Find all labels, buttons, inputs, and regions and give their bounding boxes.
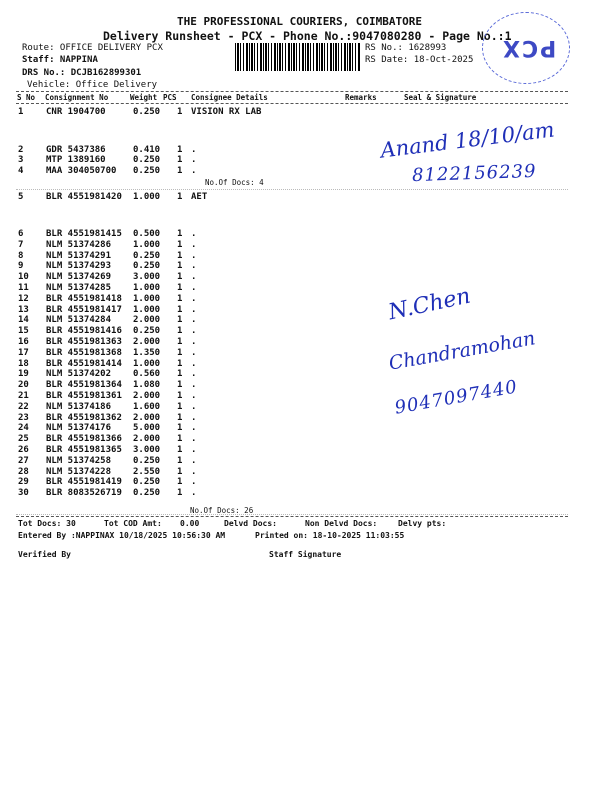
- row-pcs: 1: [177, 229, 183, 239]
- company-title: THE PROFESSIONAL COURIERS, COIMBATORE: [177, 15, 423, 28]
- printed-on: Printed on: 18-10-2025 11:03:55: [255, 531, 405, 540]
- row-pcs: 1: [177, 155, 183, 165]
- row-sno: 4: [18, 166, 24, 176]
- row-weight: 1.600: [133, 401, 161, 412]
- row-sno: 14: [18, 315, 29, 326]
- row-consignee: VISION RX LAB: [191, 107, 262, 117]
- row-consignment-no: BLR 4551981420: [46, 192, 122, 202]
- row-weight: 2.000: [133, 412, 161, 423]
- row-sno: 6: [18, 229, 24, 239]
- row-pcs: 1: [177, 412, 183, 423]
- row-pcs: 1: [177, 192, 183, 202]
- row-consignment-no: CNR 1904700: [46, 107, 106, 117]
- row-sno: 17: [18, 347, 29, 358]
- row-pcs: 1: [177, 283, 183, 293]
- row-pcs: 1: [177, 466, 183, 477]
- row-sno: 26: [18, 445, 29, 455]
- row-pcs: 1: [177, 455, 183, 466]
- row-pcs: 1: [177, 445, 183, 455]
- row-consignee: .: [191, 250, 197, 261]
- row-consignee: AET: [191, 192, 208, 202]
- row-consignment-no: BLR 4551981362: [46, 412, 122, 423]
- row-pcs: 1: [177, 380, 183, 391]
- col-weight: Weight: [130, 93, 158, 102]
- row-sno: 11: [18, 283, 29, 293]
- row-weight: 1.350: [133, 347, 161, 358]
- row-weight: 0.250: [133, 326, 161, 337]
- row-pcs: 1: [177, 423, 183, 434]
- row-consignment-no: BLR 4551981366: [46, 434, 122, 445]
- col-sno: S No: [17, 93, 36, 102]
- row-consignment-no: BLR 4551981417: [46, 304, 122, 315]
- row-consignee: .: [191, 391, 197, 401]
- row-pcs: 1: [177, 391, 183, 401]
- row-sno: 13: [18, 304, 29, 315]
- row-consignment-no: BLR 8083526719: [46, 488, 122, 499]
- row-consignee: .: [191, 283, 197, 293]
- row-weight: 2.550: [133, 466, 161, 477]
- row-sno: 7: [18, 239, 24, 250]
- row-consignment-no: NLM 51374176: [46, 423, 112, 434]
- row-consignee: .: [191, 423, 197, 434]
- row-consignment-no: BLR 4551981361: [46, 391, 122, 401]
- row-pcs: 1: [177, 145, 183, 155]
- row-weight: 0.250: [133, 107, 161, 117]
- row-consignment-no: BLR 4551981416: [46, 326, 122, 337]
- verified-by: Verified By: [18, 550, 71, 559]
- row-consignee: .: [191, 239, 197, 250]
- staff-label: Staff: NAPPINA: [22, 55, 98, 65]
- pcx-stamp: [482, 12, 570, 84]
- row-weight: 0.560: [133, 369, 161, 380]
- header-divider-bottom: [16, 103, 568, 104]
- row-sno: 2: [18, 145, 24, 155]
- row-pcs: 1: [177, 250, 183, 261]
- row-weight: 5.000: [133, 423, 161, 434]
- rs-date: RS Date: 18-Oct-2025: [365, 55, 474, 65]
- row-consignee: .: [191, 488, 197, 499]
- row-consignee: .: [191, 155, 197, 165]
- row-weight: 1.000: [133, 304, 161, 315]
- col-remarks: Remarks: [345, 93, 377, 102]
- row-sno: 21: [18, 391, 29, 401]
- row-weight: 0.500: [133, 229, 161, 239]
- row-weight: 2.000: [133, 315, 161, 326]
- row-pcs: 1: [177, 434, 183, 445]
- row-consignment-no: BLR 4551981365: [46, 445, 122, 455]
- row-consignee: .: [191, 166, 197, 176]
- row-sno: 29: [18, 477, 29, 488]
- row-consignee: .: [191, 229, 197, 239]
- row-consignee: .: [191, 477, 197, 488]
- row-weight: 0.250: [133, 488, 161, 499]
- row-consignment-no: MTP 1389160: [46, 155, 106, 165]
- drs-number: DRS No.: DCJB162899301: [22, 68, 142, 78]
- row-sno: 5: [18, 192, 24, 202]
- delivered-docs: Delvd Docs:: [224, 519, 277, 528]
- row-sno: 12: [18, 293, 29, 304]
- row-pcs: 1: [177, 261, 183, 272]
- row-weight: 1.000: [133, 283, 161, 293]
- row-consignee: .: [191, 315, 197, 326]
- row-consignee: .: [191, 145, 197, 155]
- row-consignee: .: [191, 455, 197, 466]
- vehicle-label: Vehicle: Office Delivery: [27, 80, 158, 90]
- col-signature: Seal & Signature: [404, 93, 477, 102]
- handwritten-signature-1: Anand 18/10/am: [379, 117, 556, 163]
- row-consignment-no: NLM 51374284: [46, 315, 112, 326]
- handwritten-name-2: Chandramohan: [387, 327, 537, 375]
- row-consignment-no: NLM 51374285: [46, 283, 112, 293]
- row-consignee: .: [191, 272, 197, 283]
- row-weight: 0.250: [133, 166, 161, 176]
- runsheet-title: Delivery Runsheet - PCX - Phone No.:9047080280 - Page No.:1: [103, 29, 512, 43]
- row-sno: 1: [18, 107, 24, 117]
- col-consignment: Consignment No: [45, 93, 109, 102]
- entered-by: Entered By :NAPPINAX 10/18/2025 10:56:30 AM: [18, 531, 226, 540]
- row-pcs: 1: [177, 107, 183, 117]
- total-cod-value: 0.00: [180, 519, 200, 528]
- row-weight: 2.000: [133, 391, 161, 401]
- row-weight: 3.000: [133, 272, 161, 283]
- barcode: [235, 43, 361, 71]
- row-consignment-no: BLR 4551981415: [46, 229, 122, 239]
- row-weight: 2.000: [133, 337, 161, 347]
- header-divider-top: [16, 91, 568, 92]
- row-pcs: 1: [177, 166, 183, 176]
- row-consignment-no: GDR 5437386: [46, 145, 106, 155]
- col-pcs: PCS: [163, 93, 177, 102]
- row-consignee: .: [191, 304, 197, 315]
- group-divider-2: [16, 514, 568, 515]
- row-consignee: .: [191, 380, 197, 391]
- row-pcs: 1: [177, 304, 183, 315]
- row-sno: 23: [18, 412, 29, 423]
- row-weight: 1.000: [133, 192, 161, 202]
- total-docs: Tot Docs: 30: [18, 519, 76, 528]
- row-consignee: .: [191, 326, 197, 337]
- row-consignee: .: [191, 401, 197, 412]
- row-consignment-no: NLM 51374293: [46, 261, 112, 272]
- row-consignment-no: MAA 304050700: [46, 166, 117, 176]
- row-weight: 1.000: [133, 239, 161, 250]
- row-pcs: 1: [177, 239, 183, 250]
- row-consignment-no: NLM 51374269: [46, 272, 112, 283]
- row-sno: 10: [18, 272, 29, 283]
- stamp-text: PCX: [501, 35, 557, 60]
- row-pcs: 1: [177, 315, 183, 326]
- row-consignee: .: [191, 347, 197, 358]
- row-sno: 24: [18, 423, 29, 434]
- row-consignment-no: NLM 51374228: [46, 466, 112, 477]
- col-consignee: Consignee Details: [191, 93, 268, 102]
- total-cod-label: Tot COD Amt:: [104, 519, 162, 528]
- handwritten-signature-2: N.Chen: [386, 283, 473, 326]
- row-weight: 0.250: [133, 261, 161, 272]
- row-consignee: .: [191, 293, 197, 304]
- route-label: Route: OFFICE DELIVERY PCX: [22, 43, 163, 53]
- row-pcs: 1: [177, 369, 183, 380]
- row-consignment-no: BLR 4551981368: [46, 347, 122, 358]
- delivery-points: Delvy pts:: [398, 519, 447, 528]
- row-pcs: 1: [177, 401, 183, 412]
- row-consignee: .: [191, 466, 197, 477]
- row-weight: 0.250: [133, 477, 161, 488]
- non-delivered-docs: Non Delvd Docs:: [305, 519, 378, 528]
- row-consignee: .: [191, 358, 197, 369]
- row-weight: 0.250: [133, 250, 161, 261]
- row-consignee: .: [191, 412, 197, 423]
- row-consignment-no: NLM 51374186: [46, 401, 112, 412]
- row-sno: 16: [18, 337, 29, 347]
- row-pcs: 1: [177, 488, 183, 499]
- row-pcs: 1: [177, 272, 183, 283]
- row-sno: 19: [18, 369, 29, 380]
- row-consignment-no: BLR 4551981419: [46, 477, 122, 488]
- row-sno: 25: [18, 434, 29, 445]
- row-sno: 15: [18, 326, 29, 337]
- row-consignment-no: BLR 4551981418: [46, 293, 122, 304]
- footer-divider: [16, 516, 568, 517]
- row-consignee: .: [191, 369, 197, 380]
- row-consignee: .: [191, 337, 197, 347]
- row-pcs: 1: [177, 293, 183, 304]
- row-consignee: .: [191, 434, 197, 445]
- row-weight: 0.250: [133, 455, 161, 466]
- row-sno: 9: [18, 261, 24, 272]
- row-weight: 1.080: [133, 380, 161, 391]
- staff-signature: Staff Signature: [269, 550, 342, 559]
- handwritten-phone-1: 8122156239: [411, 160, 537, 187]
- row-consignment-no: NLM 51374202: [46, 369, 112, 380]
- row-sno: 30: [18, 488, 29, 499]
- row-consignment-no: NLM 51374258: [46, 455, 112, 466]
- row-sno: 22: [18, 401, 29, 412]
- row-sno: 28: [18, 466, 29, 477]
- row-pcs: 1: [177, 358, 183, 369]
- row-weight: 3.000: [133, 445, 161, 455]
- row-sno: 18: [18, 358, 29, 369]
- row-consignee: .: [191, 261, 197, 272]
- handwritten-phone-2: 9047097440: [393, 376, 520, 419]
- row-sno: 3: [18, 155, 24, 165]
- row-pcs: 1: [177, 326, 183, 337]
- row-weight: 0.410: [133, 145, 161, 155]
- row-weight: 1.000: [133, 358, 161, 369]
- row-weight: 2.000: [133, 434, 161, 445]
- rs-number: RS No.: 1628993: [365, 43, 447, 53]
- group-note-1: No.Of Docs: 4: [205, 178, 264, 187]
- row-consignment-no: NLM 51374286: [46, 239, 112, 250]
- row-pcs: 1: [177, 477, 183, 488]
- row-weight: 1.000: [133, 293, 161, 304]
- row-sno: 8: [18, 250, 24, 261]
- row-consignee: .: [191, 445, 197, 455]
- row-consignment-no: BLR 4551981363: [46, 337, 122, 347]
- row-pcs: 1: [177, 337, 183, 347]
- row-weight: 0.250: [133, 155, 161, 165]
- row-sno: 20: [18, 380, 29, 391]
- group-divider-1: [16, 189, 568, 190]
- row-consignment-no: BLR 4551981364: [46, 380, 122, 391]
- row-consignment-no: BLR 4551981414: [46, 358, 122, 369]
- group-note-2: No.Of Docs: 26: [190, 506, 254, 515]
- row-consignment-no: NLM 51374291: [46, 250, 112, 261]
- row-pcs: 1: [177, 347, 183, 358]
- row-sno: 27: [18, 455, 29, 466]
